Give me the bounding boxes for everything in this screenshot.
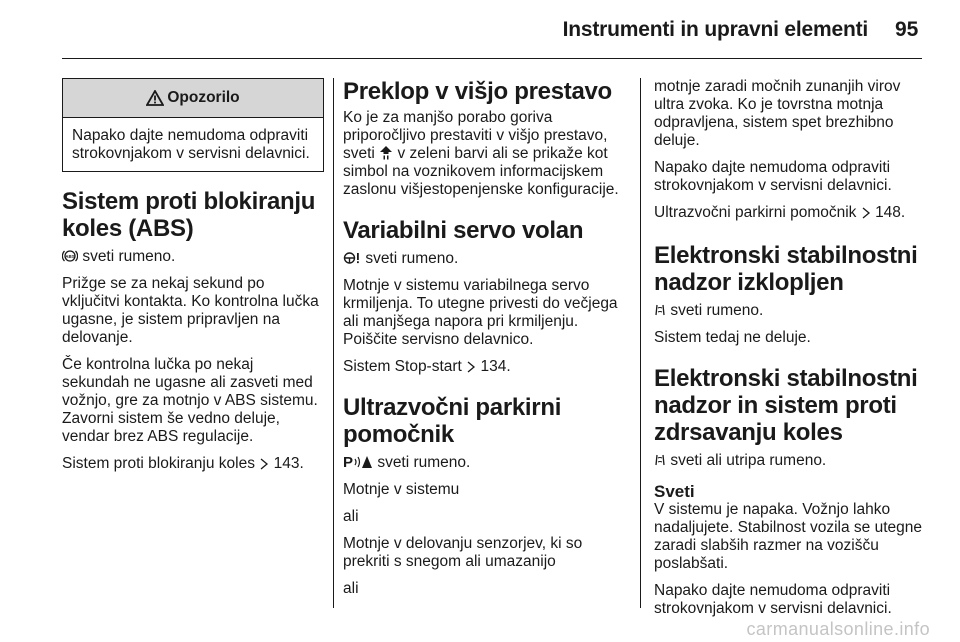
page-number: 95	[895, 18, 919, 41]
parking-assist-icon	[343, 454, 373, 469]
esc-tc-paragraph-2: Napako dajte nemudoma odpraviti strokovnjakom v servisni delavnici.	[654, 582, 892, 617]
parking-paragraph-1: Motnje v sistemu	[343, 481, 460, 498]
warning-triangle-icon	[146, 90, 164, 106]
parking-reference: Ultrazvočni parkirni pomočnik 148.	[654, 204, 906, 221]
page-reference-icon	[259, 458, 269, 470]
upshift-paragraph: Ko je za manjšo porabo goriva priporočljivo prestaviti v višjo prestavo, sveti v zeleni barvi ali se prikaže kot simbol na voznikovem informacijskem zaslonu višjestopenjenske konfiguracije.	[343, 109, 619, 198]
parking-continued-paragraph-1: motnje zaradi močnih zunanjih virov ultra zvoka. Ko je tovrstna motnja odpravljena, sistem spet brezhibno deluje.	[654, 78, 901, 149]
steering-heading: Variabilni servo volan	[343, 217, 584, 244]
abs-paragraph-1: Prižge se za nekaj sekund po vključitvi kontakta. Ko kontrolna lučka ugasne, je sistem pripravljen na delovanje.	[62, 275, 319, 346]
esc-off-heading: Elektronski stabilnostni nadzor izklopljen	[654, 242, 918, 296]
svg-text:ABS: ABS	[65, 254, 75, 259]
column-1	[62, 78, 324, 482]
parking-paragraph-4: ali	[343, 580, 359, 597]
upshift-icon	[379, 145, 393, 160]
esc-tc-status: sveti ali utripa rumeno.	[654, 452, 926, 470]
esc-icon	[654, 453, 666, 467]
page-reference-icon	[861, 207, 871, 219]
page-reference-icon	[466, 361, 476, 373]
esc-tc-heading: Elektronski stabilnostni nadzor in sistem proti zdrsavanju koles	[654, 365, 918, 446]
abs-heading: Sistem proti blokiranju koles (ABS)	[62, 188, 316, 242]
esc-tc-paragraph-1: V sistemu je napaka. Vožnjo lahko nadaljujete. Stabilnost vozila se utegne zaradi slabših razmer na vozišču poslabšati.	[654, 501, 922, 572]
warning-box	[62, 78, 324, 172]
steering-status: sveti rumeno.	[343, 250, 629, 268]
parking-paragraph-3: Motnje v delovanju senzorjev, ki so prekriti s snegom ali umazanijo	[343, 535, 583, 570]
upshift-heading: Preklop v višjo prestavo	[343, 78, 612, 105]
parking-heading: Ultrazvočni parkirni pomočnik	[343, 394, 562, 448]
header-rule	[62, 58, 922, 59]
column-separator	[640, 78, 641, 608]
abs-status: ABS sveti rumeno.	[62, 248, 324, 266]
warning-text: Napako dajte nemudoma odpraviti strokovnjakom v servisni delavnici.	[72, 127, 310, 162]
column-3	[654, 78, 926, 627]
esc-off-paragraph: Sistem tedaj ne deluje.	[654, 329, 811, 346]
steering-wheel-warning-icon	[343, 251, 361, 265]
steering-paragraph-1: Motnje v sistemu variabilnega servo krmiljenja. To utegne privesti do večjega ali manjšega napora pri krmiljenju. Poiščite servisno delavnico.	[343, 277, 618, 348]
abs-icon	[62, 249, 78, 263]
esc-off-status: sveti rumeno.	[654, 302, 926, 320]
column-separator	[333, 78, 334, 608]
warning-header	[63, 79, 323, 118]
svg-text:P: P	[343, 454, 354, 469]
abs-paragraph-2: Če kontrolna lučka po nekaj sekundah ne ugasne ali zasveti med vožnjo, gre za motnjo v ABS sistemu. Zavorni sistem še vedno deluje, vendar brez ABS regulacije.	[62, 356, 318, 445]
esc-off-icon	[654, 303, 666, 317]
steering-reference: Sistem Stop-start 134.	[343, 358, 511, 375]
esc-tc-subheading: Sveti	[654, 482, 695, 501]
abs-reference: Sistem proti blokiranju koles 143.	[62, 455, 304, 472]
warning-title: Opozorilo	[167, 89, 240, 106]
watermark: carmanualsonline.info	[746, 619, 930, 639]
parking-continued-paragraph-2: Napako dajte nemudoma odpraviti strokovnjakom v servisni delavnici.	[654, 159, 892, 194]
parking-paragraph-2: ali	[343, 508, 359, 525]
parking-status: P sveti rumeno.	[343, 454, 471, 471]
column-2	[343, 78, 629, 607]
page-header-title: Instrumenti in upravni elementi	[562, 18, 868, 41]
